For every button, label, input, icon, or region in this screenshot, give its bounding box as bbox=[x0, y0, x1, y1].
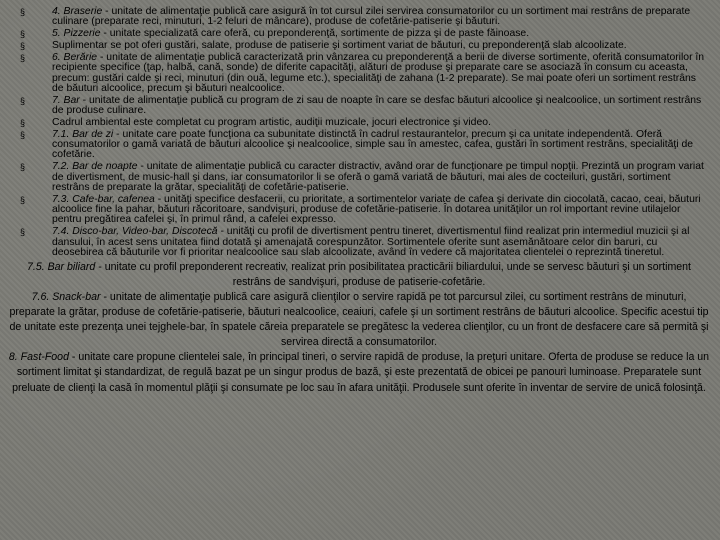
bullet-list bbox=[6, 7, 712, 258]
bullet-text: - unităţi cu profil de divertisment pentru tineret, divertismentul fiind realizat prin intermediul muzicii şi al dansului, în acest sens unitatea fiind dotată şi amenajată corespunzător. Sortimentele oferite sunt asemănătoare celor din baruri, cu deosebirea că băuturile vor fi prioritar nealcoolice sau slab alcoolizate, având în vedere că majoritatea clientelei o reprezintă tineretul. bbox=[52, 226, 690, 258]
paragraph-snack-bar bbox=[6, 290, 712, 350]
term-label: 7.6. Snack-bar bbox=[31, 290, 101, 303]
bullet-icon: § bbox=[20, 29, 26, 40]
bullet-icon: § bbox=[20, 95, 26, 106]
bullet-pizzerie bbox=[6, 29, 712, 39]
bullet-text: Cadrul ambiental este completat cu program artistic, audiţii muzicale, jocuri electronice şi video. bbox=[52, 116, 491, 128]
term-label: 7.3. Cafe-bar, cafenea bbox=[52, 193, 155, 205]
bullet-cafe-bar bbox=[6, 195, 712, 226]
term-label: 4. Braserie bbox=[52, 6, 103, 17]
bullet-icon: § bbox=[20, 227, 26, 238]
bullet-text: - unitate de alimentaţie publică cu caracter distractiv, având orar de funcţionare pe timpul nopţii. Prezintă un program variat de divertisment, de music-hall şi dans, iar consumatorilor li se oferă o gamă variată de băuturi, mai ales de cocteiluri, gustări, sortiment restrâns de preparate la grătar, specialităţi de cofetărie-patiserie. bbox=[52, 161, 704, 193]
bullet-disco-bar bbox=[6, 227, 712, 258]
bullet-text: - unitate care poate funcţiona ca subunitate distinctă în cadrul restaurantelor, precum şi ca unitate independentă. Oferă consumatorilor o gamă variată de băuturi alcoolice şi nealcoolice, simple sau în amestec, cafea, gustări în sortiment restrâns, specialităţi de cofetărie. bbox=[52, 128, 694, 161]
paragraph-text: - unitate cu profil preponderent recreativ, realizat prin posibilitatea practicării biliardului, unde se servesc băuturi şi un sortiment restrâns de sandvişuri, produse de patiserie-cofetărie. bbox=[95, 260, 691, 288]
term-label: 5. Pizzerie bbox=[52, 28, 101, 40]
paragraph-text: - unitate de alimentaţie publică care asigură clienţilor o servire rapidă pe tot parcursul zilei, cu sortiment restrâns de minuturi, preparate la grătar, produse de cofetărie-patiserie, băuturi nealcoolice, ceaiuri, cafele şi un sortiment restrâns de băuturi alcoolice. Specific acestui tip de unitate este prezenţa unei tejghele-bar, în spatele căreia preparatele se pregătesc la vederea clienţilor, cu un front de desfacere care să permită şi servirea directă a consumatorilor. bbox=[9, 290, 709, 349]
paragraph-text: - unitate care propune clientelei sale, în principal tineri, o servire rapidă de produse, la preţuri unitare. Oferta de produse se reduce la un sortiment limitat şi standardizat, de regulă bazat pe un singur produs de bază, şi este prezentată de obicei pe panouri luminoase. Preparatele sunt preluate de clienţi la casă în momentul plăţii şi consumate pe loc sau în afara unităţii. Produsele sunt oferite în inventar de servire de unică folosinţă. bbox=[12, 351, 710, 394]
bullet-icon: § bbox=[20, 41, 26, 52]
bullet-bar bbox=[6, 96, 712, 117]
bullet-icon: § bbox=[20, 52, 26, 63]
bullet-bar-de-zi bbox=[6, 130, 712, 161]
bullet-icon: § bbox=[20, 117, 26, 128]
bullet-bar-de-noapte bbox=[6, 162, 712, 193]
bullet-text: - unităţi specifice desfacerii, cu prioritate, a sortimentelor variate de cafea şi derivate din ciocolată, cacao, ceai, băuturi alcoolice fine la pahar, băuturi răcoritoare, sandvişuri, produse de cofetărie-patiserie. În dotarea unităţilor un rol important revine utilajelor pentru pregătirea cafelei şi, în primul rând, a cafelei expresso. bbox=[52, 193, 701, 226]
paragraph-bar-biliard bbox=[6, 260, 712, 290]
term-label: 7.2. Bar de noapte bbox=[52, 161, 138, 173]
bullet-pizzerie-extra bbox=[6, 41, 712, 51]
bullet-icon: § bbox=[20, 129, 26, 140]
term-label: 6. Berărie bbox=[52, 51, 98, 63]
bullet-text: - unitate de alimentaţie publică caracterizată prin vânzarea cu preponderenţă a berii de diverse sortimente, oferită consumatorilor în recipiente specifice (ţap, halbă, cană, sonde) de diferite capacităţi, alături de produse şi preparate care se asociază în consum cu aceasta, precum: gustări calde şi reci, minuturi (din ouă, legume etc.), specialităţi de zahana (1-2 preparate). Se mai poate oferi un sortiment restrâns de băuturi alcoolice, precum şi băuturi nealcoolice. bbox=[52, 51, 705, 94]
term-label: 7.5. Bar biliard bbox=[26, 260, 96, 273]
bullet-text: - unitate specializată care oferă, cu preponderenţă, sortimente de pizza şi de paste făinoase. bbox=[100, 28, 530, 40]
term-label: 8. Fast-Food bbox=[8, 351, 69, 364]
bullet-berarie bbox=[6, 53, 712, 94]
bullet-text: - unitate de alimentaţie publică care asigură în tot cursul zilei servirea consumatorilor cu un sortiment mai restrâns de preparate culinare (preparate reci, minuturi, 1-2 feluri de mâncare), produse de cofetărie-patiserie şi băuturi. bbox=[52, 6, 691, 28]
term-label: 7.1. Bar de zi bbox=[52, 128, 114, 140]
paragraph-fast-food bbox=[6, 350, 712, 395]
bullet-bar-ambient bbox=[6, 118, 712, 128]
bullet-text: Suplimentar se pot oferi gustări, salate, produse de patiserie şi sortiment variat de băuturi, cu preponderenţă slab alcoolizate. bbox=[52, 40, 627, 52]
bullet-icon: § bbox=[20, 194, 26, 205]
bullet-text: - unitate de alimentaţie publică cu program de zi sau de noapte în care se desfac băuturi alcoolice şi nealcoolice, un sortiment restrâns de produse culinare. bbox=[52, 94, 702, 117]
bullet-icon: § bbox=[20, 7, 26, 17]
term-label: 7. Bar bbox=[52, 94, 80, 106]
bullet-braserie bbox=[6, 7, 712, 28]
bullet-icon: § bbox=[20, 162, 26, 173]
term-label: 7.4. Disco-bar, Video-bar, Discotecă bbox=[52, 226, 218, 238]
